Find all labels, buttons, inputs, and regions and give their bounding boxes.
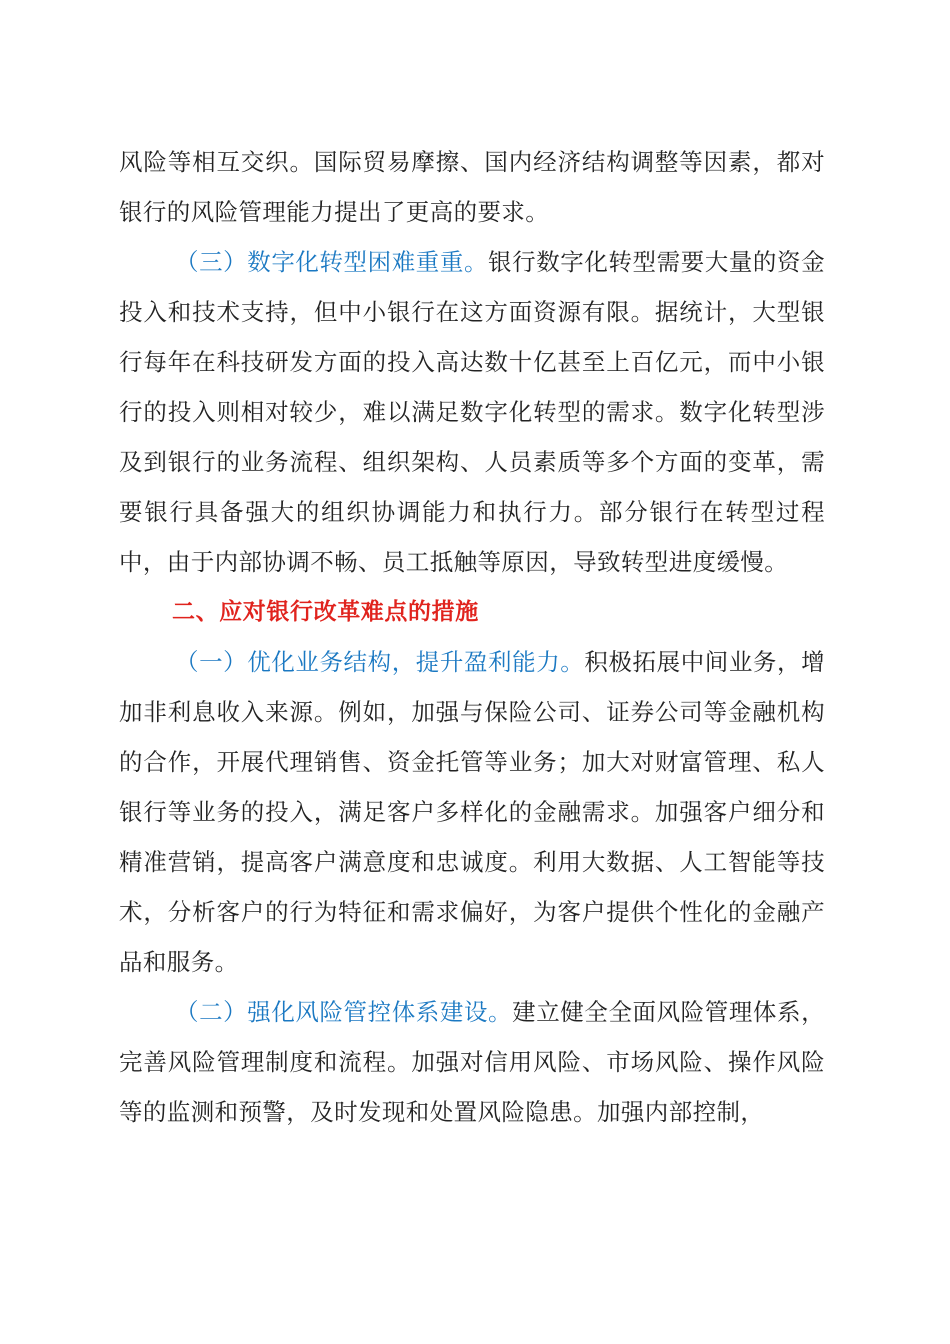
paragraph-business-structure [119, 637, 825, 987]
section-heading: 二、应对银行改革难点的措施 [172, 599, 479, 625]
paragraph-text: 风险等相互交织。国际贸易摩擦、国内经济结构调整等因素，都对银行的风险管理能力提出了更高的要求。 [119, 148, 825, 226]
paragraph-risk-continuation [119, 137, 825, 237]
paragraph-lead-heading: （三）数字化转型困难重重。 [175, 248, 489, 276]
document-body [119, 137, 825, 1137]
paragraph-lead-heading: （二）强化风险管控体系建设。 [175, 998, 513, 1026]
paragraph-text: 积极拓展中间业务，增加非利息收入来源。例如，加强与保险公司、证券公司等金融机构的合作，开展代理销售、资金托管等业务；加大对财富管理、私人银行等业务的投入，满足客户多样化的金融需求。加强客户细分和精准营销，提高客户满意度和忠诚度。利用大数据、人工智能等技术，分析客户的行为特征和需求偏好，为客户提供个性化的金融产品和服务。 [119, 648, 825, 976]
paragraph-text: 银行数字化转型需要大量的资金投入和技术支持，但中小银行在这方面资源有限。据统计，大型银行每年在科技研发方面的投入高达数十亿甚至上百亿元，而中小银行的投入则相对较少，难以满足数字化转型的需求。数字化转型涉及到银行的业务流程、组织架构、人员素质等多个方面的变革，需要银行具备强大的组织协调能力和执行力。部分银行在转型过程中，由于内部协调不畅、员工抵触等原因，导致转型进度缓慢。 [119, 248, 825, 576]
paragraph-digital-transformation [119, 237, 825, 587]
paragraph-lead-heading: （一）优化业务结构，提升盈利能力。 [175, 648, 585, 676]
paragraph-text: 建立健全全面风险管理体系，完善风险管理制度和流程。加强对信用风险、市场风险、操作风险等的监测和预警，及时发现和处置风险隐患。加强内部控制， [119, 998, 825, 1126]
paragraph-risk-control [119, 987, 825, 1137]
